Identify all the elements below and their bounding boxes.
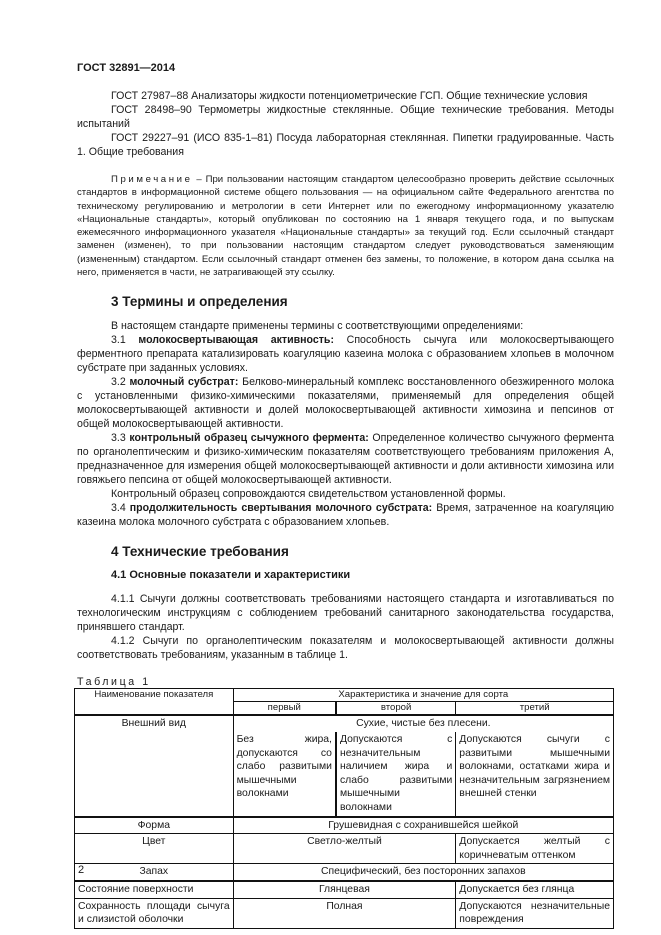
- appearance-third: Допускаются сычуги с развитыми мышечными волокнами, остатками жира и незначительным загрязнением внешней стенки: [456, 732, 614, 817]
- term-3-3-note: Контрольный образец сопровождаются свидетельством установленной формы.: [111, 488, 506, 501]
- paragraph-4-1-1: 4.1.1 Сычуги должны соответствовать требованиями настоящего стандарта и изготавливаться по технологическим инструкциям с соблюдением требований санитарного законодательства государства, принявшего стандарт.: [77, 593, 614, 634]
- appearance-first: Без жира, допускаются со слабо развитыми мышечными волокнами: [233, 732, 336, 817]
- table-1: [74, 688, 614, 928]
- integrity-value-first-second: Полная: [233, 898, 456, 928]
- document-page: [77, 62, 614, 929]
- term-number: 3.2: [111, 376, 130, 389]
- section-3-heading: 3 Термины и определения: [111, 294, 288, 310]
- header-grade-first: первый: [233, 702, 336, 716]
- header-group: Характеристика и значение для сорта: [233, 689, 613, 702]
- color-value-third: Допускается желтый с коричневатым оттенком: [456, 834, 614, 864]
- page-number: 2: [78, 864, 85, 876]
- appearance-common: Сухие, чистые без плесени.: [233, 715, 613, 732]
- row-label-shape: Форма: [75, 817, 234, 834]
- term-3-1: [77, 333, 614, 375]
- header-grade-third: третий: [456, 702, 614, 716]
- reference-item: ГОСТ 27987–88 Анализаторы жидкости потенциометрические ГСП. Общие технические условия: [111, 90, 588, 102]
- term-name: контрольный образец сычужного фермента:: [129, 432, 369, 445]
- note-text: – При пользовании настоящим стандартом целесообразно проверить действие ссылочных стандартов в информационной системе общего пользования — на официальном сайте Федерального агентства по техническому регулированию и метрологии в сети Интернет или по ежегодному информационному указателю «Национальные стандарты», который опубликован по состоянию на 1 января текущего года, и по выпускам ежемесячного информационного указателя «Национальные стандарты» за текущий год. Если ссылочный стандарт заменен (изменен), то при пользовании настоящим стандартом следует руководствоваться заменяющим (измененным) стандартом. Если ссылочный стандарт отменен без замены, то положение, в котором дана ссылка на него, применяется в части, не затрагивающей эту ссылку.: [77, 174, 614, 279]
- term-number: 3.1: [111, 334, 139, 347]
- color-value-first-second: Светло-желтый: [233, 834, 456, 864]
- surface-value-third: Допускается без глянца: [456, 881, 614, 898]
- term-definition: Время, затраченное на коагуляцию казеина молока молочного субстрата с образованием хлопьев.: [77, 502, 614, 529]
- section-3-intro: В настоящем стандарте применены термины с соответствующими определениями:: [111, 320, 524, 333]
- smell-value: Специфический, без посторонних запахов: [233, 864, 613, 881]
- row-label-surface: Состояние поверхности: [75, 881, 234, 898]
- term-name: молокосвертывающая активность:: [138, 334, 334, 347]
- surface-value-first-second: Глянцевая: [233, 881, 456, 898]
- row-label-smell: Запах: [75, 864, 234, 881]
- reference-item: ГОСТ 28498–90 Термометры жидкостные стеклянные. Общие технические требования. Методы испытаний: [77, 104, 614, 130]
- term-definition: Определенное количество сычужного фермента по органолептическим и физико-химическим показателям соответствующего требованиям приложения А, предназначенное для измерения общей молокосвертывающей активности и доли активности химозина или говяжьего пепсина от общей молокосвертывающей активности.: [77, 432, 614, 487]
- table-caption: Таблица 1: [77, 676, 151, 689]
- paragraph-4-1-2: 4.1.2 Сычуги по органолептическим показателям и молокосвертывающей активности должны соответствовать требованиям, указанным в таблице 1.: [77, 635, 614, 662]
- term-name: продолжительность свертывания молочного субстрата:: [129, 502, 433, 515]
- appearance-second: Допускаются с незначительным наличием жира и слабо развитыми мышечными волокнами: [336, 732, 456, 817]
- term-3-3: [77, 431, 614, 487]
- row-label-appearance: Внешний вид: [75, 715, 234, 816]
- running-header: ГОСТ 32891—2014: [77, 62, 176, 74]
- term-number: 3.3: [111, 432, 130, 445]
- section-4-1-heading: 4.1 Основные показатели и характеристики: [111, 569, 351, 582]
- term-name: молочный субстрат:: [129, 376, 239, 389]
- term-3-2: [77, 375, 614, 431]
- term-definition: Белково-минеральный комплекс восстановленного обезжиренного молока с установленными физико-химическими показателями, применяемый для определения общей молокосвертывающей активности и долей молокосвертывающей активности химозина и пепсинов от общей молокосвертывающей активности.: [77, 376, 614, 431]
- note-paragraph: [77, 173, 614, 279]
- shape-value: Грушевидная с сохранившейся шейкой: [233, 817, 613, 834]
- reference-item: ГОСТ 29227–91 (ИСО 835-1–81) Посуда лабораторная стеклянная. Пипетки градуированные. Часть 1. Общие требования: [77, 132, 614, 158]
- term-number: 3.4: [111, 502, 130, 515]
- term-definition: Способность сычуга или молокосвертывающего ферментного препарата катализировать коагуляцию казеина молока с образованием хлопьев в молочном субстрате при заданных условиях.: [77, 334, 614, 375]
- row-label-color: Цвет: [75, 834, 234, 864]
- section-4-heading: 4 Технические требования: [111, 544, 289, 560]
- header-name: Наименование показателя: [75, 689, 234, 716]
- term-3-4: [77, 501, 614, 529]
- header-grade-second: второй: [336, 702, 456, 716]
- row-label-integrity: Сохранность площади сычуга и слизистой оболочки: [75, 898, 234, 928]
- note-label: Примечание: [111, 174, 193, 185]
- integrity-value-third: Допускаются незначительные повреждения: [456, 898, 614, 928]
